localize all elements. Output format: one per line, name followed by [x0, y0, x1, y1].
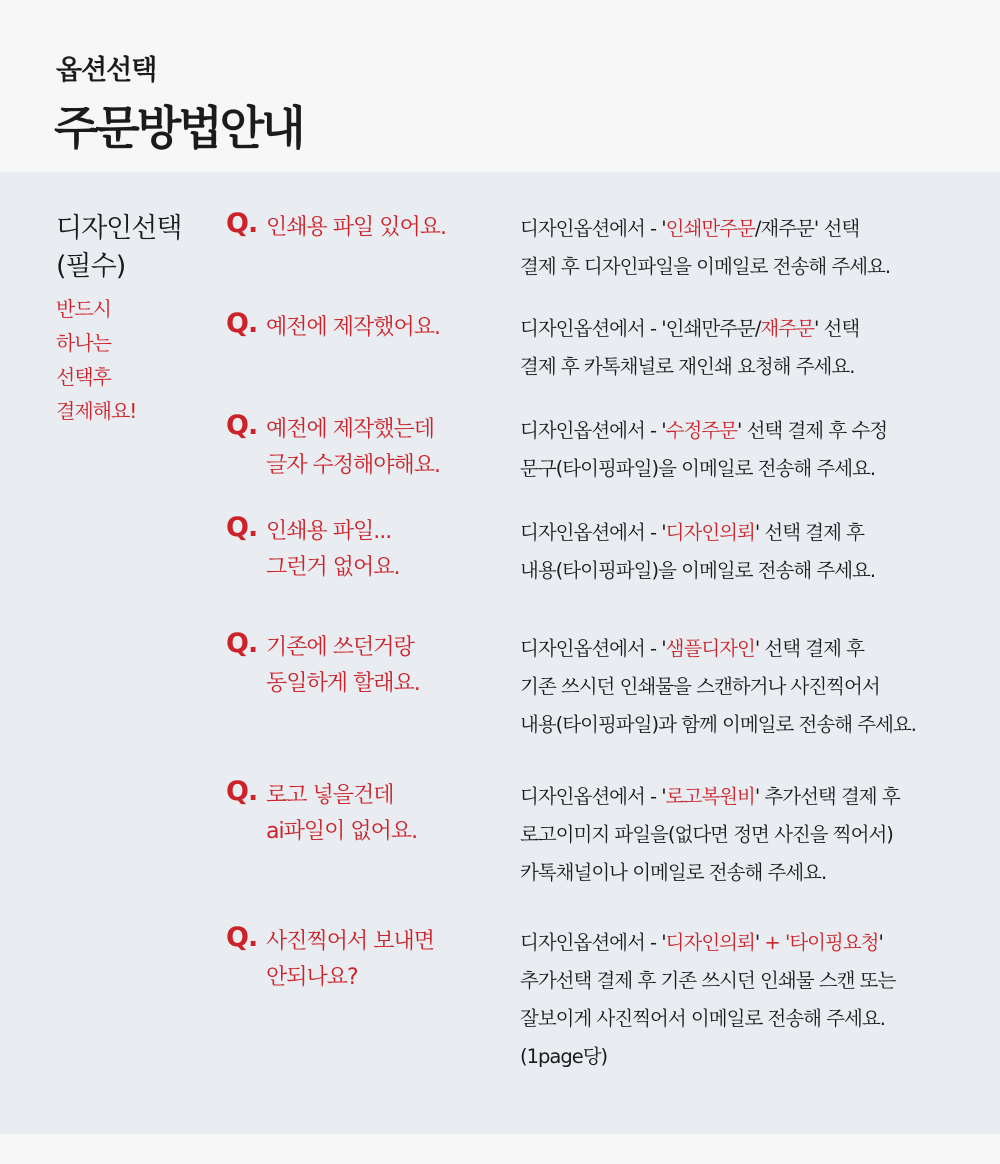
- answer-line: [520, 778, 998, 816]
- answer-text: [520, 630, 998, 744]
- answer-line: [520, 816, 998, 854]
- answer-line: [520, 348, 998, 386]
- highlight-option: 로고복원비: [665, 785, 755, 808]
- design-select-title: 디자인선택: [56, 213, 182, 244]
- question-line: 인쇄용 파일...: [266, 519, 392, 544]
- question-marker: Q.: [226, 922, 258, 953]
- question-text: [266, 924, 502, 996]
- question-line: 동일하게 할래요.: [266, 671, 420, 696]
- answer-segment: /재주문' 선택: [754, 217, 860, 240]
- question-line: 그런거 없어요.: [266, 555, 400, 580]
- highlight-option: 디자인의뢰: [665, 931, 755, 954]
- answer-segment: 디자인옵션에서 - ': [520, 931, 666, 954]
- answer-segment: ' 선택 결제 후 수정: [737, 419, 888, 442]
- highlight-option: 디자인의뢰: [665, 521, 755, 544]
- answer-segment: 디자인옵션에서 - '인쇄만주문/: [520, 317, 761, 340]
- question-marker: Q.: [226, 628, 258, 659]
- answer-segment: 디자인옵션에서 - ': [520, 521, 666, 544]
- answer-segment: 문구(타이핑파일)을 이메일로 전송해 주세요.: [520, 457, 876, 480]
- answer-line: [520, 668, 998, 706]
- answer-text: [520, 514, 998, 590]
- answer-segment: 카톡채널이나 이메일로 전송해 주세요.: [520, 861, 827, 884]
- answer-line: [520, 310, 998, 348]
- question-marker: Q.: [226, 410, 258, 441]
- answer-text: [520, 778, 998, 892]
- highlight-option: 인쇄만주문: [665, 217, 755, 240]
- answer-line: [520, 552, 998, 590]
- answer-segment: 잘보이게 사진찍어서 이메일로 전송해 주세요.: [520, 1007, 885, 1030]
- highlight-option: 수정주문: [665, 419, 738, 442]
- highlight-option: 타이핑요청: [789, 931, 879, 954]
- answer-segment: 디자인옵션에서 - ': [520, 785, 666, 808]
- answer-line: [520, 962, 998, 1000]
- answer-line: [520, 1038, 998, 1076]
- answer-segment: ': [878, 931, 883, 954]
- footer-strip: [0, 1134, 1000, 1164]
- design-select-heading: [56, 210, 181, 286]
- answer-segment: 로고이미지 파일을(없다면 정면 사진을 찍어서): [520, 823, 893, 846]
- question-marker: Q.: [226, 208, 258, 239]
- question-line: 인쇄용 파일 있어요.: [266, 215, 446, 240]
- question-line: 사진찍어서 보내면: [266, 929, 435, 954]
- answer-segment: 디자인옵션에서 - ': [520, 637, 666, 660]
- answer-text: [520, 924, 998, 1076]
- answer-line: [520, 412, 998, 450]
- answer-segment: 결제 후 카톡채널로 재인쇄 요청해 주세요.: [520, 355, 855, 378]
- question-text: [266, 210, 502, 246]
- note-line: 결제해요!: [56, 399, 137, 423]
- question-line: 기존에 쓰던거랑: [266, 635, 414, 660]
- note-line: 반드시: [56, 297, 111, 321]
- answer-segment: 결제 후 디자인파일을 이메일로 전송해 주세요.: [520, 255, 891, 278]
- answer-line: [520, 248, 998, 286]
- answer-segment: 내용(타이핑파일)과 함께 이메일로 전송해 주세요.: [520, 713, 916, 736]
- header: [0, 0, 1000, 172]
- question-line: 예전에 제작했는데: [266, 417, 435, 442]
- answer-line: [520, 854, 998, 892]
- highlight-option: 샘플디자인: [665, 637, 755, 660]
- answer-line: [520, 706, 998, 744]
- answer-segment: ' 선택 결제 후: [754, 637, 864, 660]
- note-line: 하나는: [56, 331, 111, 355]
- answer-text: [520, 412, 998, 488]
- note-line: 선택후: [56, 365, 111, 389]
- question-line: 예전에 제작했어요.: [266, 315, 441, 340]
- answer-line: [520, 514, 998, 552]
- answer-segment: 디자인옵션에서 - ': [520, 419, 666, 442]
- design-select-required: (필수): [56, 251, 126, 282]
- highlight-option: + ': [764, 931, 790, 954]
- question-marker: Q.: [226, 308, 258, 339]
- question-text: [266, 630, 502, 702]
- answer-segment: 디자인옵션에서 - ': [520, 217, 666, 240]
- answer-line: [520, 924, 998, 962]
- answer-line: [520, 210, 998, 248]
- question-text: [266, 310, 502, 346]
- answer-line: [520, 630, 998, 668]
- answer-segment: 내용(타이핑파일)을 이메일로 전송해 주세요.: [520, 559, 876, 582]
- question-text: [266, 412, 502, 484]
- design-select-note: [56, 292, 136, 428]
- answer-line: [520, 1000, 998, 1038]
- question-line: 글자 수정해야해요.: [266, 453, 441, 478]
- answer-segment: (1page당): [520, 1045, 608, 1068]
- page-title: 주문방법안내: [54, 101, 303, 155]
- page-subtitle: 옵션선택: [56, 55, 157, 86]
- question-line: ai파일이 없어요.: [266, 819, 418, 844]
- answer-segment: ': [754, 931, 765, 954]
- answer-line: [520, 450, 998, 488]
- answer-text: [520, 210, 998, 286]
- question-line: 로고 넣을건데: [266, 783, 394, 808]
- question-line: 안되나요?: [266, 965, 358, 990]
- question-text: [266, 514, 502, 586]
- question-marker: Q.: [226, 512, 258, 543]
- answer-segment: 추가선택 결제 후 기존 쓰시던 인쇄물 스캔 또는: [520, 969, 896, 992]
- answer-segment: ' 선택 결제 후: [754, 521, 864, 544]
- question-text: [266, 778, 502, 850]
- question-marker: Q.: [226, 776, 258, 807]
- answer-segment: ' 선택: [813, 317, 860, 340]
- answer-segment: ' 추가선택 결제 후: [754, 785, 900, 808]
- answer-segment: 기존 쓰시던 인쇄물을 스캔하거나 사진찍어서: [520, 675, 880, 698]
- answer-text: [520, 310, 998, 386]
- highlight-option: 재주문: [760, 317, 814, 340]
